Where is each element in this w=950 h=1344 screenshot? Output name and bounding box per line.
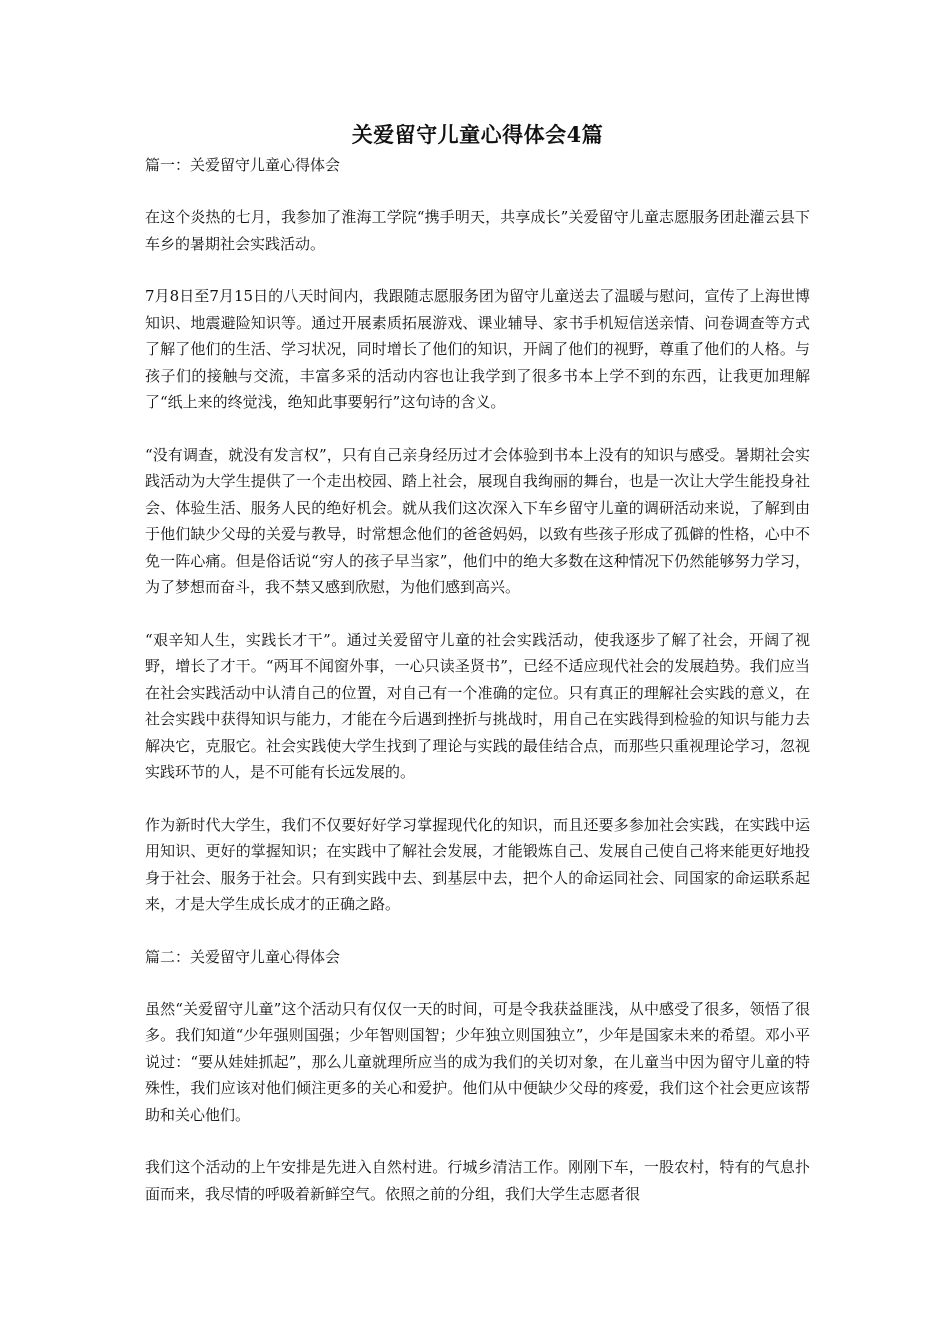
paragraph: 在这个炎热的七月，我参加了淮海工学院“携手明天，共享成长”关爱留守儿童志愿服务团赴灌云县下车乡的暑期社会实践活动。: [145, 208, 810, 253]
paragraph: “艰辛知人生，实践长才干”。通过关爱留守儿童的社会实践活动，使我逐步了解了社会，开阔了视野，增长了才干。“两耳不闻窗外事，一心只读圣贤书”，已经不适应现代社会的发展趋势。我们应当在社会实践活动中认清自己的位置，对自己有一个准确的定位。只有真正的理解社会实践的意义，在社会实践中获得知识与能力，才能在今后遇到挫折与挑战时，用自己在实践得到检验的知识与能力去解决它，克服它。社会实践使大学生找到了理论与实践的最佳结合点，而那些只重视理论学习，忽视实践环节的人，是不可能有长远发展的。: [145, 630, 810, 781]
paragraph: “没有调查，就没有发言权”，只有自己亲身经历过才会体验到书本上没有的知识与感受。暑期社会实践活动为大学生提供了一个走出校园、踏上社会，展现自我绚丽的舞台，也是一次让大学生能投身社会、体验生活、服务人民的绝好机会。就从我们这次深入下车乡留守儿童的调研活动来说，了解到由于他们缺少父母的关爱与教导，时常想念他们的爸爸妈妈，以致有些孩子形成了孤僻的性格，心中不免一阵心痛。但是俗话说“穷人的孩子早当家”，他们中的绝大多数在这种情况下仍然能够努力学习，为了梦想而奋斗，我不禁又感到欣慰，为他们感到高兴。: [145, 445, 810, 596]
paragraph: 我们这个活动的上午安排是先进入自然村进。行城乡清洁工作。刚刚下车，一股农村，特有的气息扑面而来，我尽情的呼吸着新鲜空气。依照之前的分组，我们大学生志愿者很: [145, 1158, 810, 1203]
paragraph: 虽然“关爱留守儿童”这个活动只有仅仅一天的时间，可是令我获益匪浅，从中感受了很多，领悟了很多。我们知道“少年强则国强；少年智则国智；少年独立则国独立”，少年是国家未来的希望。邓小平说过：“要从娃娃抓起”，那么儿童就理所应当的成为我们的关切对象，在儿童当中因为留守儿童的特殊性，我们应该对他们倾注更多的关心和爱护。他们从中便缺少父母的疼爱，我们这个社会更应该帮助和关心他们。: [145, 999, 810, 1124]
paragraph: 作为新时代大学生，我们不仅要好好学习掌握现代化的知识，而且还要多参加社会实践，在实践中运用知识、更好的掌握知识；在实践中了解社会发展，才能锻炼自己、发展自己使自己将来能更好地投身于社会、服务于社会。只有到实践中去、到基层中去，把个人的命运同社会、同国家的命运联系起来，才是大学生成长成才的正确之路。: [145, 815, 810, 913]
section-heading-2: 篇二：关爱留守儿童心得体会: [145, 947, 341, 966]
section-heading-1: 篇一：关爱留守儿童心得体会: [145, 156, 341, 174]
document-title: 关爱留守儿童心得体会4篇: [351, 122, 604, 147]
paragraph: 7月8日至7月15日的八天时间内，我跟随志愿服务团为留守儿童送去了温暖与慰问，宣传了上海世博知识、地震避险知识等。通过开展素质拓展游戏、课业辅导、家书手机短信送亲情、问卷调查等方式了解了他们的生活、学习状况，同时增长了他们的知识，开阔了他们的视野，尊重了他们的人格。与孩子们的接触与交流，丰富多采的活动内容也让我学到了很多书本上学不到的东西，让我更加理解了“纸上来的终觉浅，绝知此事要躬行”这句诗的含义。: [145, 287, 810, 411]
document-body: [145, 118, 810, 1233]
